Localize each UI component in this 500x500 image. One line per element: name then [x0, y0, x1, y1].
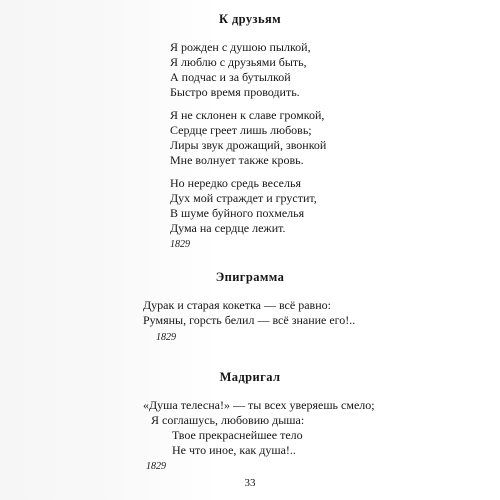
- poem-title-madrigal: Мадригал: [219, 370, 281, 384]
- poem-line: Но нередко средь веселья: [170, 176, 301, 190]
- poem-line: Лиры звук дрожащий, звонкой: [170, 138, 327, 152]
- poem-date: 1829: [156, 332, 176, 343]
- page-number: 33: [244, 477, 256, 489]
- poem-line: Дурак и старая кокетка — всё равно:: [143, 298, 331, 312]
- poem-line: Я не склонен к славе громкой,: [170, 108, 325, 122]
- poem-line: Я соглашусь, любовию дыша:: [151, 413, 305, 427]
- poem-line: Румяны, горсть белил — всё знание его!..: [143, 313, 356, 327]
- poem-line: Дума на сердце лежит.: [170, 221, 286, 235]
- poem-line: Твое прекраснейшее тело: [172, 428, 303, 442]
- poem-title-epigramma: Эпиграмма: [215, 270, 285, 284]
- poem-line: А подчас и за бутылкой: [170, 70, 291, 84]
- poem-line: Мне волнует также кровь.: [170, 153, 304, 167]
- poem-date: 1829: [170, 239, 190, 250]
- poem-line: В шуме буйного похмелья: [170, 206, 305, 220]
- poem-line: «Душа телесна!» — ты всех уверяешь смело;: [143, 398, 375, 412]
- poem-title-k-druzyam: К друзьям: [218, 12, 282, 26]
- poem-line: Сердце греет лишь любовь;: [170, 123, 312, 137]
- poem-line: Быстро время проводить.: [170, 85, 300, 99]
- poem-date: 1829: [146, 461, 166, 472]
- poem-line: Дух мой страждет и грустит,: [170, 191, 317, 205]
- poem-line: Не что иное, как душа!..: [172, 443, 296, 457]
- poem-line: Я рожден с душою пылкой,: [170, 40, 311, 54]
- poem-line: Я люблю с друзьями быть,: [170, 55, 307, 69]
